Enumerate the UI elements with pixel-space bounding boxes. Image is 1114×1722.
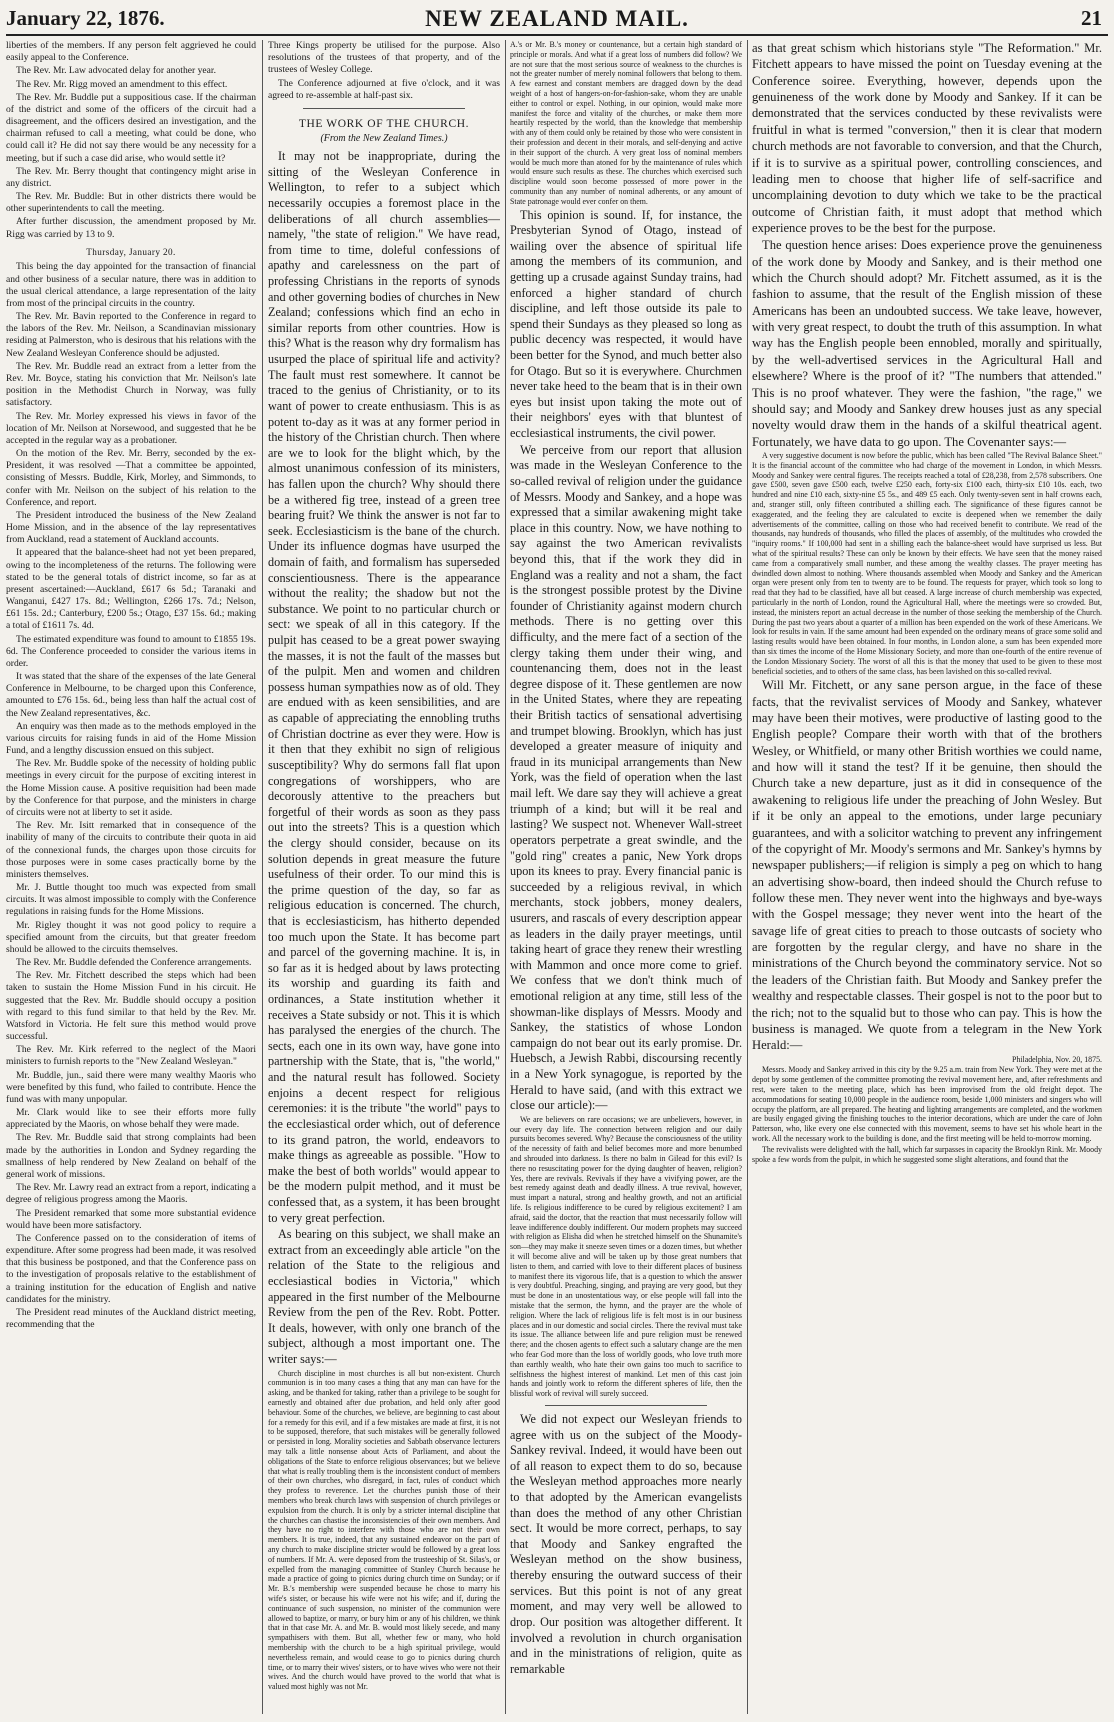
paragraph: It was stated that the share of the expenses of the late General Conference in Melbourne, to be charged upon this Conference, amounted to £76 15s. 6d., being less than half the actual cost of the New Zealand representatives, &c. — [6, 671, 256, 719]
paragraph: The Rev. Mr. Lawry read an extract from a report, indicating a degree of religious progress among the Maoris. — [6, 1182, 256, 1206]
column-rule — [505, 40, 506, 1714]
article-heading: THE WORK OF THE CHURCH. — [298, 117, 470, 130]
paragraph: Mr. Clark would like to see their efforts more fully appreciated by the Maoris, on whose behalf they were made. — [6, 1107, 256, 1131]
column-2 — [268, 40, 500, 1714]
paragraph: Three Kings property be utilised for the purpose. Also resolutions of the trustees of that property, and of the trustees of Wesley College. — [268, 40, 500, 76]
article-source: (From the New Zealand Times.) — [320, 133, 448, 145]
paragraph: The Conference adjourned at five o'clock, and it was agreed to re-assemble at half-past six. — [268, 77, 500, 101]
quoted-extract: A.'s or Mr. B.'s money or countenance, but a certain high standard of principle or morals. And what if a great loss of numbers did follow? We are not sure that the most serious source of weakness to the churches is not the greater number of merely nominal followers that belong to them. A few earnest and constant members are dragged down by the dead weight of a host of hangers-on-for-fashion-sake, whom they are unable either to control or expel. Nothing, in our opinion, would make more manifest the force and vitality of the churches, or make them more heartily respected by the world, than the knowledge that membership with any of them could only be retained by those who were consistent in their profession and decent in their morals, and self-denying and active in their support of the church. A very great loss of nominal members would be much more than atoned for by the maintenance of rules which would ensure such results as these. The churches which exercised such discipline would soon become possessed of more power in the community than any number of nominal adherents, or any amount of State patronage would ever confer on them. — [510, 40, 742, 206]
paragraph: The Rev. Mr. Kirk referred to the neglect of the Maori ministers to furnish reports to the "New Zealand Wesleyan." — [6, 1044, 256, 1068]
paragraph: It may not be inappropriate, during the sitting of the Wesleyan Conference in Wellington, to refer to a subject which necessarily occupies a foremost place in the deliberations of all church assemblies—namely, "the state of religion." We have read, from time to time, doleful confessions of apathy and carelessness on the part of professing Christians in the reports of synods and other governing bodies of churches in New Zealand; confessions which find an echo in similar reports from other countries. How is this? What is the reason why dry formalism has usurped the place of spiritual life and activity? The fault must rest somewhere. It cannot be traced to the genius of Christianity, or to its want of power to create enthusiasm. This is as potent to-day as it was at any former period in the history of the Christian church. Then where are we to look for the blight which, by the almost unanimous confession of its ministers, has fallen upon the church? Why should there be a withered fig tree, instead of a green tree bearing fruit? We think the answer is not far to seek. Ecclesiasticism is the bane of the church. Under its influence dogmas have usurped the domain of faith, and formalism has superseded conscientiousness. There is the appearance without the reality; the shadow but not the substance. We point to no particular church or sect: we speak of all in this category. If the pulpit has ceased to be a great power swaying the masses, it is not the fault of the masses but of the pulpit. Men and women and children possess human sympathies now as of old. They are endued with as keen sensibilities, and are as capable of appreciating the ennobling truths of Christian doctrine as ever they were. How is it then that they exhibit no sign of religious susceptibility? Why do sermons fall flat upon congregations of worshippers, who are decorously attentive to the preachers but forgetful of their words as soon as they pass out into the streets? This is a question which the clergy should consider, because on its solution depends in great measure the future usefulness of their order. To our mind this is the prime question of the day, so far as religious education is concerned. The church, that is ecclesiasticism, has hitherto depended too much upon the State. It has become part and parcel of the governing machine. It is, in so far as it is hedged about by laws protecting its worship and guarding its faith and ordinances, a State institution whether it receives a State subsidy or not. This it is which has paralysed the energies of the church. The sects, each one in its own way, have gone into partnership with the State, that is, "the world," and the natural result has followed. Society enjoins a decent respect for religious ceremonies: it is the tribute "the world" pays to the ecclesiastical order which, out of deference to its grand patron, the world, endeavors to make things as agreeable as possible. "How to make the best of both worlds" would appear to be the modern pulpit method, and it must be confessed that, as a system, it has been brought to very great perfection. — [268, 149, 500, 1225]
paragraph: The estimated expenditure was found to amount to £1855 19s. 6d. The Conference proceeded to consider the various items in order. — [6, 633, 256, 669]
paragraph: The Rev. Mr. Rigg moved an amendment to this effect. — [16, 78, 228, 90]
quoted-extract: A very suggestive document is now before the public, which has been called "The Revival Balance Sheet." It is the financial account of the committee who had charge of the movement in London, in which Messrs. Moody and Sankey were central figures. The receipts reached a total of £28,238, from 2,578 subscribers. One gave £500, seven gave £500 each, twelve £250 each, forty-six £100 each, thirty-six £10 10s. each, two hundred and nine £10 each, sixty-nine £5 5s., and 489 £5 each. Only twenty-seven sent in half crowns each, and, stranger still, only fifteen contributed a shilling each. The significance of these figures cannot be exaggerated, and the feeling they are calculated to excite is deepened when we remember the daily advertisements of the committee, calling on those who had received benefit to contribute. We read of the thousands, nay hundreds of thousands, who filled the places of assembly, of the multitudes who crowded the "inquiry rooms." If 100,000 had sent in a shilling each the balance-sheet would have surprised us less. But what of the spiritual results? These can only be known by their effects. We have seen that the money raised came from a comparatively small number, and these among the wealthy classes. The prayer meeting has dwindled down almost to nothing. Where thousands assembled when Moody and Sankey and the American organ were present only from ten to twenty are to be found. The requests for prayer, which took so long to read that they had to be classified, have all but ceased. A large increase of church membership was expected, particularly in the north of London, round the Agricultural Hall, where the meetings were so crowded. But, instead, the ministers report an actual decrease in the number of those seeking the membership of the Church. During the past two years about a quarter of a million has been expended on the work of these Americans. We look for results in vain. If the same amount had been expended on the ordinary means of grace some solid and lasting results would have been obtained. In four months, in London alone, a sum has been expended more than six times the income of the Home Missionary Society, and more than one-fourth of the entire revenue of the London Missionary Society. The worst of all this is that the money that used to be given to these most beneficial societies, and to others of the same class, has been lavished on this so-called revival. — [752, 450, 1102, 676]
paragraph: Mr. Buddle, jun., said there were many wealthy Maoris who were benefited by this fund, who failed to contribute. Hence the fund was with many unpopular. — [6, 1069, 256, 1105]
paragraph: The Rev. Mr. Bavin reported to the Conference in regard to the labors of the Rev. Mr. Neilson, a Scandinavian missionary residing at Palmerston, who is desirous that his relations with the New Zealand Wesleyan Conference should be adjusted. — [6, 311, 256, 359]
column-4 — [752, 40, 1102, 1714]
column-3 — [510, 40, 742, 1714]
quoted-extract: We are believers on rare occasions; we are unbelievers, however, in our every day life. The connection between religion and our daily pursuits becomes severed. Why? Because the consciousness of the utility of the necessity of faith and belief becomes more and more benumbed and shrouded into darkness. Is there no balm in Gilead for this evil? Is there no resuscitating power for the dying daughter of heaven, religion? Yes, there are revivals. Revivals if they have a vivifying power, are the best remedy against death and deadly illness. A true revival, however, must impart a natural, strong and healthy growth, and not an artificial life. Is religious indifference to be cured by religious excitement? I am afraid, said the doctor, that the reaction that must necessarily follow will leave indifference doubly indifferent. Our modern prophets may succeed with religion as Elisha did when he stretched himself on the Shunamite's son—they may make it sneeze seven times or a dozen times, but whether it will become alive and will be taken up by those great numbers that listen to them, and carried with love to their different places of business to manifest there its vigorous life, that is a question to which the answer is very doubtful. Preaching, singing, and praying are very good, but they must be done in an unostentatious way, or else people will fall into the mistake that the sermon, the hymn, and the prayer are the whole of religion. Where the lack of religious life is felt most is in our business places and in our domestic and social circles. There the revival must take its issue. The alliance between life and pure religion must be renewed there; and the chosen agents to effect such a salutary change are the men who fear God more than the loss of worldly goods, who love truth more than earthly wealth, who hate their own gains too much to sacrifice to selfishness the highest interest of mankind. Let men of this cast join hands and jointly work to reform the different spheres of life, then the blissful work of revival will surely succeed. — [510, 1114, 742, 1399]
dateline: Philadelphia, Nov. 20, 1875. — [1011, 1054, 1102, 1064]
paragraph: Mr. Rigley thought it was not good policy to require a specified amount from the circuits, but that greater freedom should be allowed to the circuits themselves. — [6, 919, 256, 955]
paragraph: As bearing on this subject, we shall make an extract from an exceedingly able article "on the relation of the State to the religious and ecclesiastical bodies in Victoria," which appeared in the first number of the Melbourne Review from the pen of the Rev. Robt. Potter. It deals, however, with only one branch of the subject, although a most important one. The writer says:— — [268, 1227, 500, 1367]
quoted-extract: Messrs. Moody and Sankey arrived in this city by the 9.25 a.m. train from New York. They were met at the depot by some gentlemen of the committee promoting the revival movement here, and, after refreshments and rest, were taken to the meeting place, which has been improvised from the old freight depot. The accommodations for seating 10,000 people in the audience room, beside 1,000 ministers and singers who will occupy the platform, are all prepared. The heating and lighting arrangements are completed, and the workmen are busily engaged giving the finishing touches to the interior decorations, which are under the care of John Patterson, who, like every one else connected with this movement, seems to have set his whole heart in the work. All the necessary work to the building is done, and the first meeting will be held to-morrow morning. — [752, 1065, 1102, 1143]
paragraph: The Rev. Mr. Morley expressed his views in favor of the location of Mr. Neilson at Norsewood, and suggested that he be accepted in the regular way as a probationer. — [6, 410, 256, 446]
column-rule — [747, 40, 748, 1714]
paragraph: It appeared that the balance-sheet had not yet been prepared, owing to the incompleteness of the returns. The following were stated to be the general totals of district income, so far as at present ascertained:—Auckland, £617 6s 5d.; Taranaki and Wanganui, £427 17s. 8d.; Wellington, £266 17s. 7d.; Nelson, £61 15s. 2d.; Canterbury, £200 5s.; Otago, £37 15s. 6d.; making a total of £1611 7s. 4d. — [6, 547, 256, 632]
paragraph: The Rev. Mr. Buddle put a suppositious case. If the chairman of the district and some of the officers of the circuit had a disagreement, and the officers desired an investigation, and the chairman refused to call a meeting, what could be done, who could call it? He did not say there would be any necessity for a meeting, but if such a case did arise, who would settle it? — [6, 91, 256, 164]
newspaper-title: NEW ZEALAND MAIL. — [425, 6, 689, 31]
section-divider — [303, 108, 465, 109]
paragraph: The Rev. Mr. Buddle: But in other districts there would be other superintendents to call the meeting. — [6, 191, 256, 215]
quoted-extract: The revivalists were delighted with the hall, which far surpasses in capacity the Brooklyn Rink. Mr. Moody spoke a few words from the pulpit, in which he suggested some slight alterations, and found that the — [752, 1144, 1102, 1164]
section-divider — [545, 1405, 707, 1406]
paragraph: On the motion of the Rev. Mr. Berry, seconded by the ex-President, it was resolved —That a committee be appointed, consisting of Messrs. Buddle, Kirk, Morley, and Simmonds, to confer with Mr. Neilson on the subject of his relation to the Conference, and report. — [6, 448, 256, 508]
paragraph: The President introduced the business of the New Zealand Home Mission, and in the absence of the lay representatives from Auckland, read a statement of Auckland accounts. — [6, 509, 256, 546]
paragraph: We did not expect our Wesleyan friends to agree with us on the subject of the Moody-Sankey revival. Indeed, it would have been out of all reason to expect them to do so, because the Wesleyan method approaches more nearly to that adopted by the American evangelists than does the method of any other Christian sect. It would be more correct, perhaps, to say that Moody and Sankey engrafted the Wesleyan method on the show business, thereby ensuring the outward success of their services. But this point is not of any great moment, and may very well be allowed to drop. Our position was altogether different. It involved a revolution in church organisation and in the ministrations of religion, quite as remarkable — [510, 1412, 742, 1676]
paragraph: After further discussion, the amendment proposed by Mr. Rigg was carried by 13 to 9. — [6, 216, 256, 240]
paragraph: The Rev. Mr. Isitt remarked that in consequence of the inability of many of the circuits to contribute their quota in aid of the connexional funds, the charges upon those circuits for those purposes were in some cases practically borne by the ministers themselves. — [6, 820, 256, 880]
paragraph: The Rev. Mr. Buddle spoke of the necessity of holding public meetings in every circuit for the purpose of exciting interest in the Home Mission cause. A positive requisition had been made by the Conference for that purpose, and the ministers in charge of circuits were not at liberty to set it aside. — [6, 758, 256, 818]
day-heading: Thursday, January 20. — [86, 246, 176, 257]
paragraph: as that great schism which historians style "The Reformation." Mr. Fitchett appears to have missed the point on Tuesday evening at the Conference soiree. Everything, however, depends upon the genuineness of the work done by Moody and Sankey. If it can be demonstrated that the services conducted by these revivalists were fruitful in what is termed "conversion," then it is clear that modern church methods are not favorable to conversion, and that the Church, if it is to survive as a spiritual power, controlling consciences, and leading men to choose that higher life of self-sacrifice and uncomplaining devotion to duty which we take to be the practical outcome of Christian faith, it must adopt that method which experience proves to be the best for the purpose. — [752, 41, 1102, 235]
paragraph: An enquiry was then made as to the methods employed in the various circuits for raising funds in aid of the Home Mission Fund, and a lengthy discussion ensued on this subject. — [6, 720, 256, 757]
paragraph: The Rev. Mr. Fitchett described the steps which had been taken to sustain the Home Mission Fund in his circuit. He suggested that the Rev. Mr. Buddle should occupy a position with regard to this fund similar to that held by the Rev. Mr. Watsford in Victoria. He felt sure this method would prove successful. — [6, 970, 256, 1043]
paragraph: The Rev. Mr. Berry thought that contingency might arise in any district. — [6, 165, 256, 189]
paragraph: The Rev. Mr. Buddle read an extract from a letter from the Rev. Mr. Boyce, stating his conviction that Mr. Neilson's late position in the Methodist Church in Norway, was fully satisfactory. — [6, 360, 256, 409]
masthead — [6, 4, 1108, 36]
column-1 — [6, 40, 256, 1714]
column-rule — [262, 40, 263, 1714]
issue-date: January 22, 1876. — [6, 6, 165, 30]
paragraph: Will Mr. Fitchett, or any sane person argue, in the face of these facts, that the revivalist services of Moody and Sankey, whatever may have been their motives, were productive of lasting good to the English people? Compare their worth with that of the brothers Wesley, or Whitfield, or many other British worthies we could name, and how will it stand the test? If it be genuine, then should the Church take a new departure, just as it did in consequence of the awakening to religious life under the preaching of John Wesley. But if it be only an appeal to the emotions, under large pecuniary guarantees, and with a solicitor watching to prevent any infringement of the copyright of Mr. Moody's sermons and Mr. Sankey's hymns by newspaper publishers;—if religion is simply a peg on which to hang an advertising show-board, then indeed should the Church refuse to follow these men. They never went into the highways and bye-ways with the Gospel message; they never went into the heart of the savage life of great cities to preach to those outcasts of society who are forgotten by the regular clergy, and have no share in the ministrations of the Church beyond the comminatory service. Not so the leaders of the Christian faith. But Moody and Sankey prefer the wealthy and respectable classes. Their gospel is not to the poor but to the rich; not to the squalid but to those who can pay. This is how the business is managed. We quote from a telegram in the New York Herald:— — [752, 678, 1102, 1053]
paragraph: The President remarked that some more substantial evidence would have been more satisfactory. — [6, 1207, 256, 1231]
paragraph: This being the day appointed for the transaction of financial and other business of a secular nature, there was in addition to the usual clerical attendance, a large representation of the laity from most of the principal circuits in the country. — [6, 261, 256, 309]
paragraph: liberties of the members. If any person felt aggrieved he could easily appeal to the Conference. — [6, 40, 256, 64]
paragraph: We perceive from our report that allusion was made in the Wesleyan Conference to the so-called revival of religion under the guidance of Messrs. Moody and Sankey, and a hope was expressed that a similar awakening might take place in this country. Now, we have nothing to say against the two American revivalists beyond this, that if the work they did in England was a reality and not a sham, the fact is the strongest possible protest by the Divine founder of Christianity against modern church methods. There is no getting over this difficulty, and the mere fact of a section of the clergy taking them under their wing, and countenancing them, does not in the least degree dispose of it. These gentlemen are now in the United States, where they are repeating their British tactics of sensational advertising and trumpet blowing. Brooklyn, which has just developed a greater measure of iniquity and fraud in its municipal arrangements than New York, was the field of operation when the last mail left. We dare say they will achieve a great triumph of a kind; but will it be real and lasting? We suspect not. Whenever Wall-street operators perpetrate a great swindle, and the "gold ring" creates a panic, New York drops upon its knees to pray. Every financial panic is succeeded by a religious revival, in which merchants, stock jobbers, money dealers, usurers, and rascals of every description appear as leaders in the daily prayer meetings, until taking heart of grace they renew their wrestling with Mammon and once more come to grief. We confess that we don't think much of emotional religion at any time, still less of the showman-like displays of Messrs. Moody and Sankey, the statistics of whose London campaign do not bear out its early promise. Dr. Huebsch, a Jewish Rabbi, discoursing recently in a New York synagogue, is reported by the Herald to have said, (and with this extract we close our article):— — [510, 442, 742, 1113]
page-number: 21 — [1081, 6, 1102, 30]
paragraph: Mr. J. Buttle thought too much was expected from small circuits. It was almost impossible to comply with the Conference regulations in raising funds for the Home Missions. — [6, 882, 256, 918]
paragraph: The Rev. Mr. Law advocated delay for another year. — [16, 65, 216, 77]
paragraph: The President read minutes of the Auckland district meeting, recommending that the — [6, 1306, 256, 1331]
paragraph: The Rev. Mr. Buddle defended the Conference arrangements. — [16, 957, 252, 969]
paragraph: This opinion is sound. If, for instance, the Presbyterian Synod of Otago, instead of wailing over the absence of spiritual life among the members of its communion, and getting up a crusade against Sunday trains, had enforced a higher standard of church discipline, and left those outside its pale to spend their Sundays as they pleased so long as public decency was respected, it would have been better for the Synod, and much better also for Otago. But so it is everywhere. Churchmen never take heed to the beam that is in their own eyes but insist upon taking the mote out of their neighbors' eyes with that bluntest of ecclesiastical instruments, the civil power. — [510, 207, 742, 441]
paragraph: The question hence arises: Does experience prove the genuineness of the work done by Moody and Sankey, and is their method one which the Church should adopt? Mr. Fitchett assumed, as it is the fashion to assume, that the result of the English mission of these Americans has been an undoubted success. We take leave, however, with very great respect, to doubt the truth of this assumption. In what way has the English people been ennobled, morally and spiritually, by the well-advertised services in the Agricultural Hall and elsewhere? Where is the proof of it? "The numbers that attended." This is no proof whatever. They were the fashion, "the rage," we should say; and Moody and Sankey drew houses just as any special novelty would draw them in the hands of a skilful theatrical agent. Fortunately, we have data to go upon. The Covenanter says:— — [752, 238, 1102, 449]
paragraph: The Conference passed on to the consideration of items of expenditure. After some progress had been made, it was resolved that this business be postponed, and that the Conference pass on to the investigation of proposals relative to the establishment of a training institution for the education of English and native candidates for the ministry. — [6, 1232, 256, 1305]
quoted-extract: Church discipline in most churches is all but non-existent. Church communion is in too many cases a thing that any man can have for the asking, and be thanked for taking, rather than a privilege to be sought for earnestly and obtained after due probation, and held only after good behaviour. Some of the churches, we believe, are beginning to cast about for a remedy for this evil, and if a few mistakes are made at first, it is not to be supposed, therefore, that such mistakes will be generally followed or persisted in long. Morality societies and Sabbath observance lecturers may talk a little nonsense about Acts of Parliament, and about the obligations of the State to enforce religious observances; but we believe that what is really troubling them is the inconsistent conduct of members of their own churches, who disregard, in fact, rules of conduct which they profess to reverence. Let the churches punish those of their members who break church laws with suspension of church privileges or expulsion from the church. It is only by a stricter internal discipline that the churches can chastise the inconsistencies of their own members. And they have no right to interfere with those who are not their own members. It is true, indeed, that any sustained endeavor on the part of any church to make discipline stricter would be followed by a great loss of numbers. If Mr. A. were deposed from the trusteeship of St. Silas's, or expelled from the managing committee of Stanley Church because he made a practice of going to picnics during church time on Sunday; or if Mr. B.'s membership were suspended because he chose to marry his wife's sister, or because his wife were not his wife; and if, during the continuance of such suspension, no minister of the communion were allowed to baptize, or marry, or bury him or any of his children, we think that in that case Mr. A. and Mr. B. would most likely secede, and many sympathisers with them. But all, whether few or many, who hold membership with the church to be a high spiritual privilege, would nevertheless remain, and would cease to go to picnics during church time, or to marry their wives' sisters, or to have wives who were not their wives. And the church would have proved to the world that what is valued most highly was not Mr. — [268, 1368, 500, 1692]
paragraph: The Rev. Mr. Buddle said that strong complaints had been made by the authorities in London and Sydney regarding the smallness of help rendered by New Zealand on behalf of the general work of missions. — [6, 1132, 256, 1180]
